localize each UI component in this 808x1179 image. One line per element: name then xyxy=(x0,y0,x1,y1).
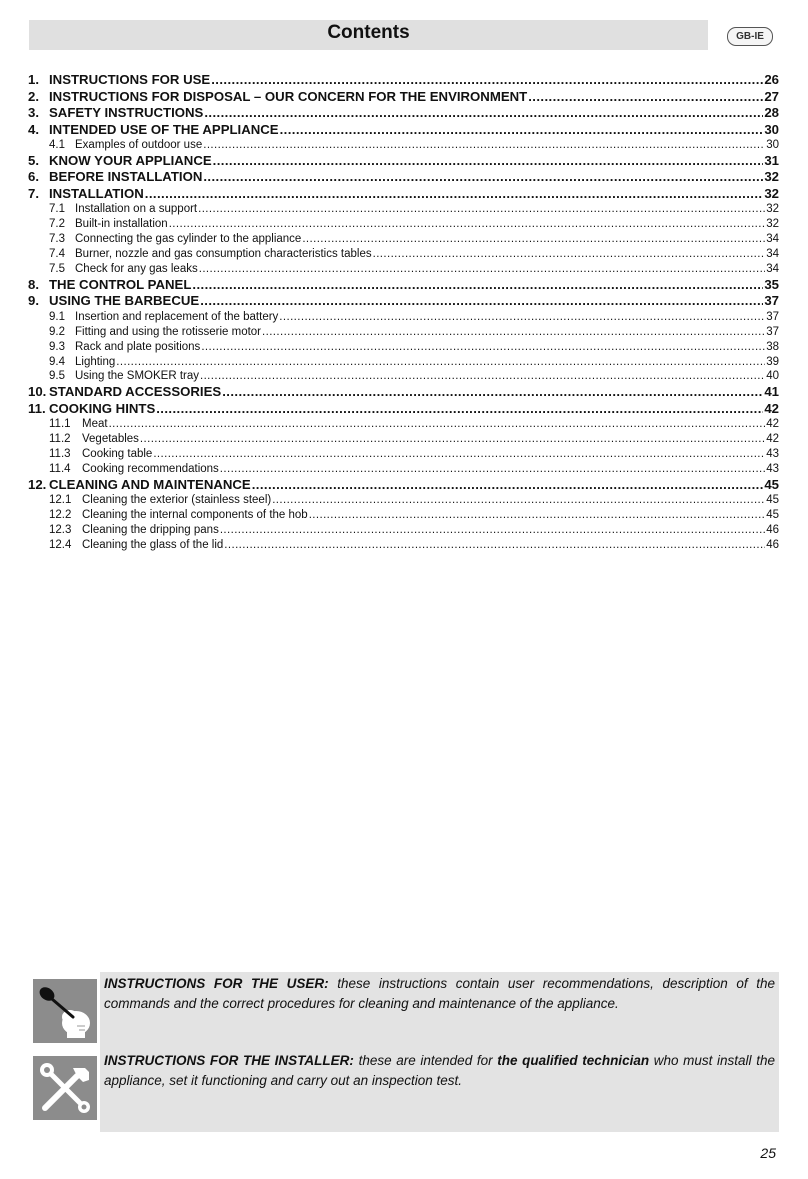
toc-dot-leader xyxy=(203,138,765,153)
toc-entry-page: 34 xyxy=(766,233,779,246)
toc-entry-label: Cooking table xyxy=(82,448,153,461)
toc-entry-number: 12.2 xyxy=(49,509,72,522)
toc-dot-leader xyxy=(192,277,763,294)
toc-section-entry[interactable] xyxy=(28,477,779,494)
toc-dot-leader xyxy=(222,384,763,401)
toc-entry-label: STANDARD ACCESSORIES xyxy=(49,384,222,400)
toc-entry-number: 4. xyxy=(28,121,39,137)
user-instructions-note xyxy=(104,974,775,1014)
toc-entry-label: USING THE BARBECUE xyxy=(49,293,200,309)
toc-dot-leader xyxy=(220,462,765,477)
toc-dot-leader xyxy=(220,523,765,538)
toc-dot-leader xyxy=(272,493,765,508)
toc-entry-page: 46 xyxy=(766,524,779,537)
toc-dot-leader xyxy=(302,232,765,247)
toc-entry-label: COOKING HINTS xyxy=(49,400,156,416)
toc-dot-leader xyxy=(279,310,765,325)
language-badge: GB-IE xyxy=(727,27,773,46)
toc-entry-page: 35 xyxy=(764,276,779,292)
toc-entry-page: 42 xyxy=(766,433,779,446)
toc-subsection-entry[interactable] xyxy=(28,538,779,553)
toc-entry-label: Fitting and using the rotisserie motor xyxy=(75,325,262,338)
toc-entry-label: Installation on a support xyxy=(75,203,198,216)
toc-dot-leader xyxy=(145,186,764,203)
toc-dot-leader xyxy=(198,202,765,217)
toc-dot-leader xyxy=(280,122,764,139)
toc-entry-label: Cleaning the internal components of the hob xyxy=(82,509,308,522)
toc-entry-number: 8. xyxy=(28,276,39,292)
user-instructions-text: these instructions contain user recommendations, description of the commands and the correct procedures for cleaning and maintenance of the appliance. xyxy=(104,976,775,1011)
toc-entry-number: 11.2 xyxy=(49,433,71,446)
toc-entry-label: Cleaning the glass of the lid xyxy=(82,539,224,552)
toc-subsection-entry[interactable] xyxy=(28,369,779,384)
toc-entry-number: 11.3 xyxy=(49,448,71,461)
toc-entry-page: 42 xyxy=(766,418,779,431)
toc-entry-label: Lighting xyxy=(75,355,116,368)
toc-section-entry[interactable] xyxy=(28,401,779,418)
toc-entry-number: 7. xyxy=(28,185,39,201)
toc-dot-leader xyxy=(224,538,765,553)
toc-dot-leader xyxy=(373,247,766,262)
toc-entry-label: INTENDED USE OF THE APPLIANCE xyxy=(49,121,279,137)
toc-entry-page: 46 xyxy=(766,539,779,552)
toc-dot-leader xyxy=(211,72,763,89)
toc-dot-leader xyxy=(200,369,765,384)
toc-entry-label: Rack and plate positions xyxy=(75,340,201,353)
toc-subsection-entry[interactable] xyxy=(28,355,779,370)
toc-entry-label: Built-in installation xyxy=(75,218,168,231)
toc-section-entry[interactable] xyxy=(28,89,779,106)
toc-entry-label: Connecting the gas cylinder to the appliance xyxy=(75,233,302,246)
toc-section-entry[interactable] xyxy=(28,72,779,89)
toc-entry-page: 40 xyxy=(766,370,779,383)
toc-entry-page: 32 xyxy=(766,218,779,231)
toc-entry-label: INSTALLATION xyxy=(49,185,144,201)
page-number: 25 xyxy=(760,1145,776,1161)
toc-entry-label: INSTRUCTIONS FOR DISPOSAL – OUR CONCERN FOR THE ENVIRONMENT xyxy=(49,88,528,104)
toc-entry-number: 9. xyxy=(28,293,39,309)
toc-section-entry[interactable] xyxy=(28,122,779,139)
toc-section-entry[interactable] xyxy=(28,293,779,310)
toc-subsection-entry[interactable] xyxy=(28,217,779,232)
toc-subsection-entry[interactable] xyxy=(28,432,779,447)
toc-section-entry[interactable] xyxy=(28,186,779,203)
toc-entry-label: THE CONTROL PANEL xyxy=(49,276,192,292)
toc-entry-label: Burner, nozzle and gas consumption characteristics tables xyxy=(75,248,372,261)
toc-entry-number: 12. xyxy=(28,476,47,492)
toc-dot-leader xyxy=(199,262,765,277)
toc-dot-leader xyxy=(262,325,765,340)
toc-subsection-entry[interactable] xyxy=(28,462,779,477)
toc-entry-label: Check for any gas leaks xyxy=(75,262,198,275)
toc-dot-leader xyxy=(528,89,763,106)
toc-subsection-entry[interactable] xyxy=(28,202,779,217)
toc-entry-number: 7.5 xyxy=(49,262,65,275)
toc-entry-page: 27 xyxy=(764,88,779,104)
installer-text-before: these are intended for xyxy=(358,1053,493,1068)
toc-entry-number: 9.3 xyxy=(49,340,65,353)
toc-entry-label: CLEANING AND MAINTENANCE xyxy=(49,476,251,492)
toc-subsection-entry[interactable] xyxy=(28,523,779,538)
toc-entry-page: 31 xyxy=(764,152,779,168)
toc-entry-label: INSTRUCTIONS FOR USE xyxy=(49,72,211,87)
toc-dot-leader xyxy=(204,105,763,122)
toc-entry-label: BEFORE INSTALLATION xyxy=(49,169,203,185)
toc-entry-page: 43 xyxy=(766,448,779,461)
toc-entry-page: 37 xyxy=(764,293,779,309)
title-bar xyxy=(29,20,708,50)
toc-entry-page: 41 xyxy=(764,384,779,400)
toc-entry-page: 26 xyxy=(764,72,779,87)
toc-subsection-entry[interactable] xyxy=(28,232,779,247)
toc-subsection-entry[interactable] xyxy=(28,417,779,432)
toc-dot-leader xyxy=(109,417,766,432)
toc-subsection-entry[interactable] xyxy=(28,138,779,153)
toc-entry-label: Cleaning the exterior (stainless steel) xyxy=(82,494,272,507)
toc-dot-leader xyxy=(200,293,763,310)
toc-entry-page: 30 xyxy=(766,139,779,151)
toc-dot-leader xyxy=(213,153,764,170)
toc-entry-label: Insertion and replacement of the battery xyxy=(75,310,279,323)
toc-subsection-entry[interactable] xyxy=(28,325,779,340)
toc-entry-number: 11.1 xyxy=(49,418,71,431)
toc-entry-page: 45 xyxy=(766,494,779,507)
toc-entry-number: 11.4 xyxy=(49,462,71,475)
toc-subsection-entry[interactable] xyxy=(28,310,779,325)
toc-entry-label: Cooking recommendations xyxy=(82,462,219,475)
toc-entry-number: 3. xyxy=(28,105,39,120)
toc-entry-page: 38 xyxy=(766,340,779,353)
toc-entry-number: 7.2 xyxy=(49,218,65,231)
toc-subsection-entry[interactable] xyxy=(28,447,779,462)
toc-entry-number: 10. xyxy=(28,384,47,400)
toc-entry-page: 43 xyxy=(766,462,779,475)
toc-entry-number: 7.3 xyxy=(49,233,65,246)
toc-entry-number: 9.4 xyxy=(49,355,65,368)
toc-dot-leader xyxy=(116,355,765,370)
toc-entry-number: 4.1 xyxy=(49,139,65,151)
toc-entry-number: 9.1 xyxy=(49,310,65,323)
toc-entry-page: 45 xyxy=(764,476,779,492)
toc-entry-page: 37 xyxy=(766,310,779,323)
toc-entry-page: 34 xyxy=(766,248,779,261)
toc-section-entry[interactable] xyxy=(28,153,779,170)
toc-section-entry[interactable] xyxy=(28,384,779,401)
toc-subsection-entry[interactable] xyxy=(28,508,779,523)
toc-entry-label: Meat xyxy=(82,418,108,431)
toc-entry-number: 9.5 xyxy=(49,370,65,383)
toc-entry-page: 39 xyxy=(766,355,779,368)
toc-dot-leader xyxy=(153,447,765,462)
toc-dot-leader xyxy=(201,340,765,355)
toc-entry-number: 11. xyxy=(28,400,46,416)
toc-subsection-entry[interactable] xyxy=(28,493,779,508)
toc-entry-number: 1. xyxy=(28,72,39,87)
toc-entry-number: 9.2 xyxy=(49,325,65,338)
toc-dot-leader xyxy=(309,508,766,523)
toc-entry-label: KNOW YOUR APPLIANCE xyxy=(49,152,212,168)
toc-entry-page: 32 xyxy=(766,203,779,216)
toc-section-entry[interactable] xyxy=(28,105,779,122)
tools-icon xyxy=(33,1056,97,1120)
toc-subsection-entry[interactable] xyxy=(28,340,779,355)
toc-entry-page: 32 xyxy=(764,185,779,201)
instructions-box xyxy=(100,972,779,1132)
toc-entry-page: 37 xyxy=(766,325,779,338)
installer-instructions-heading: INSTRUCTIONS FOR THE INSTALLER: xyxy=(104,1053,354,1068)
toc-entry-number: 6. xyxy=(28,169,39,185)
toc-entry-label: Examples of outdoor use xyxy=(75,139,203,151)
toc-section-entry[interactable] xyxy=(28,169,779,186)
toc-entry-label: Vegetables xyxy=(82,433,139,446)
installer-text-after: who must install the appliance, set it functioning and carry out an inspection test. xyxy=(104,1053,775,1088)
installer-emphasis: the qualified technician xyxy=(497,1053,650,1068)
toc-entry-number: 5. xyxy=(28,152,39,168)
table-of-contents xyxy=(28,72,779,553)
toc-entry-number: 12.4 xyxy=(49,539,72,552)
toc-entry-page: 45 xyxy=(766,509,779,522)
toc-entry-page: 42 xyxy=(764,400,779,416)
toc-entry-number: 2. xyxy=(28,88,39,104)
toc-entry-page: 30 xyxy=(764,121,779,137)
page-title: Contents xyxy=(327,22,410,43)
toc-section-entry[interactable] xyxy=(28,277,779,294)
toc-entry-number: 12.3 xyxy=(49,524,72,537)
toc-dot-leader xyxy=(252,477,764,494)
toc-dot-leader xyxy=(169,217,766,232)
toc-entry-page: 34 xyxy=(766,262,779,275)
toc-entry-page: 28 xyxy=(764,105,779,120)
user-instructions-heading: INSTRUCTIONS FOR THE USER: xyxy=(104,976,329,991)
toc-entry-page: 32 xyxy=(764,169,779,185)
toc-dot-leader xyxy=(140,432,765,447)
toc-dot-leader xyxy=(156,401,763,418)
toc-subsection-entry[interactable] xyxy=(28,247,779,262)
toc-entry-label: Using the SMOKER tray xyxy=(75,370,199,383)
toc-entry-label: Cleaning the dripping pans xyxy=(82,524,219,537)
toc-dot-leader xyxy=(203,169,763,186)
toc-entry-number: 12.1 xyxy=(49,494,72,507)
toc-entry-label: SAFETY INSTRUCTIONS xyxy=(49,105,204,120)
toc-entry-number: 7.1 xyxy=(49,203,65,216)
toc-entry-number: 7.4 xyxy=(49,248,65,261)
chef-spoon-icon xyxy=(33,979,97,1043)
installer-instructions-note xyxy=(104,1051,775,1091)
toc-subsection-entry[interactable] xyxy=(28,262,779,277)
